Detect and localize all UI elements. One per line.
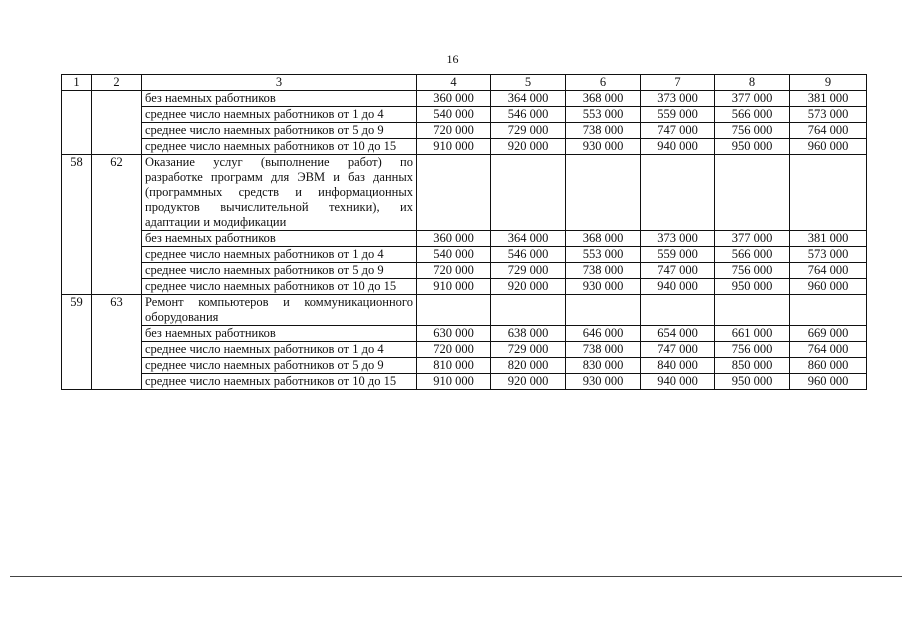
row-number-cell — [62, 263, 92, 279]
amount-cell: 764 000 — [790, 263, 867, 279]
header-cell: 4 — [417, 75, 491, 91]
amount-cell: 546 000 — [491, 107, 566, 123]
header-cell: 3 — [142, 75, 417, 91]
amount-cell: 950 000 — [715, 374, 790, 390]
table-row — [62, 91, 867, 107]
activity-title: Ремонт компьютеров и коммуникационного оборудования — [142, 295, 417, 326]
amount-cell: 756 000 — [715, 123, 790, 139]
amount-cell: 381 000 — [790, 231, 867, 247]
row-number-cell — [62, 247, 92, 263]
code-cell — [92, 342, 142, 358]
amount-cell: 377 000 — [715, 91, 790, 107]
header-cell: 7 — [641, 75, 715, 91]
row-number-cell — [62, 139, 92, 155]
amount-cell: 738 000 — [566, 342, 641, 358]
employee-category-label: среднее число наемных работников от 10 до 15 — [142, 279, 417, 295]
amount-cell: 661 000 — [715, 326, 790, 342]
amount-cell: 360 000 — [417, 231, 491, 247]
empty-cell — [566, 155, 641, 231]
amount-cell: 820 000 — [491, 358, 566, 374]
employee-category-label: среднее число наемных работников от 1 до 4 — [142, 247, 417, 263]
header-cell: 8 — [715, 75, 790, 91]
amount-cell: 920 000 — [491, 279, 566, 295]
amount-cell: 566 000 — [715, 247, 790, 263]
amount-cell: 940 000 — [641, 279, 715, 295]
code-cell — [92, 231, 142, 247]
amount-cell: 377 000 — [715, 231, 790, 247]
employee-category-label: без наемных работников — [142, 326, 417, 342]
empty-cell — [566, 295, 641, 326]
amount-cell: 368 000 — [566, 231, 641, 247]
table-row — [62, 342, 867, 358]
tariff-table — [61, 74, 867, 390]
amount-cell: 360 000 — [417, 91, 491, 107]
amount-cell: 654 000 — [641, 326, 715, 342]
empty-cell — [790, 155, 867, 231]
amount-cell: 364 000 — [491, 231, 566, 247]
table-row — [62, 295, 867, 326]
row-number-cell — [62, 374, 92, 390]
amount-cell: 553 000 — [566, 247, 641, 263]
amount-cell: 910 000 — [417, 279, 491, 295]
amount-cell: 810 000 — [417, 358, 491, 374]
code-cell — [92, 139, 142, 155]
amount-cell: 747 000 — [641, 263, 715, 279]
amount-cell: 559 000 — [641, 107, 715, 123]
employee-category-label: среднее число наемных работников от 1 до 4 — [142, 107, 417, 123]
table-row — [62, 279, 867, 295]
amount-cell: 720 000 — [417, 342, 491, 358]
amount-cell: 850 000 — [715, 358, 790, 374]
empty-cell — [491, 155, 566, 231]
code-cell: 62 — [92, 155, 142, 231]
amount-cell: 830 000 — [566, 358, 641, 374]
amount-cell: 669 000 — [790, 326, 867, 342]
code-cell: 63 — [92, 295, 142, 326]
employee-category-label: среднее число наемных работников от 10 до 15 — [142, 374, 417, 390]
empty-cell — [417, 155, 491, 231]
empty-cell — [641, 295, 715, 326]
amount-cell: 373 000 — [641, 91, 715, 107]
header-cell: 1 — [62, 75, 92, 91]
empty-cell — [641, 155, 715, 231]
amount-cell: 364 000 — [491, 91, 566, 107]
table-row — [62, 263, 867, 279]
amount-cell: 573 000 — [790, 247, 867, 263]
table-body — [62, 91, 867, 390]
employee-category-label: без наемных работников — [142, 91, 417, 107]
amount-cell: 840 000 — [641, 358, 715, 374]
row-number-cell — [62, 107, 92, 123]
row-number-cell — [62, 123, 92, 139]
amount-cell: 920 000 — [491, 139, 566, 155]
amount-cell: 756 000 — [715, 342, 790, 358]
amount-cell: 940 000 — [641, 374, 715, 390]
empty-cell — [715, 155, 790, 231]
page-number: 16 — [446, 52, 459, 66]
header-row — [62, 75, 867, 91]
employee-category-label: среднее число наемных работников от 1 до 4 — [142, 342, 417, 358]
header-cell: 2 — [92, 75, 142, 91]
amount-cell: 764 000 — [790, 342, 867, 358]
employee-category-label: среднее число наемных работников от 5 до 9 — [142, 123, 417, 139]
table-row — [62, 358, 867, 374]
amount-cell: 940 000 — [641, 139, 715, 155]
amount-cell: 638 000 — [491, 326, 566, 342]
amount-cell: 910 000 — [417, 374, 491, 390]
amount-cell: 546 000 — [491, 247, 566, 263]
amount-cell: 573 000 — [790, 107, 867, 123]
table-row — [62, 247, 867, 263]
amount-cell: 930 000 — [566, 374, 641, 390]
table-row — [62, 123, 867, 139]
empty-cell — [790, 295, 867, 326]
amount-cell: 540 000 — [417, 247, 491, 263]
row-number-cell — [62, 326, 92, 342]
row-number-cell — [62, 279, 92, 295]
empty-cell — [491, 295, 566, 326]
row-number-cell: 58 — [62, 155, 92, 231]
amount-cell: 960 000 — [790, 374, 867, 390]
header-cell: 6 — [566, 75, 641, 91]
empty-cell — [715, 295, 790, 326]
amount-cell: 920 000 — [491, 374, 566, 390]
amount-cell: 860 000 — [790, 358, 867, 374]
table-row — [62, 326, 867, 342]
code-cell — [92, 326, 142, 342]
code-cell — [92, 91, 142, 107]
row-number-cell — [62, 231, 92, 247]
amount-cell: 553 000 — [566, 107, 641, 123]
amount-cell: 373 000 — [641, 231, 715, 247]
amount-cell: 747 000 — [641, 342, 715, 358]
footer-divider — [10, 576, 902, 577]
table-row — [62, 155, 867, 231]
amount-cell: 646 000 — [566, 326, 641, 342]
code-cell — [92, 358, 142, 374]
amount-cell: 960 000 — [790, 279, 867, 295]
amount-cell: 747 000 — [641, 123, 715, 139]
employee-category-label: среднее число наемных работников от 5 до 9 — [142, 263, 417, 279]
amount-cell: 559 000 — [641, 247, 715, 263]
employee-category-label: без наемных работников — [142, 231, 417, 247]
amount-cell: 950 000 — [715, 279, 790, 295]
code-cell — [92, 374, 142, 390]
amount-cell: 381 000 — [790, 91, 867, 107]
amount-cell: 960 000 — [790, 139, 867, 155]
code-cell — [92, 107, 142, 123]
amount-cell: 764 000 — [790, 123, 867, 139]
amount-cell: 566 000 — [715, 107, 790, 123]
header-cell: 9 — [790, 75, 867, 91]
code-cell — [92, 123, 142, 139]
table-row — [62, 139, 867, 155]
amount-cell: 738 000 — [566, 263, 641, 279]
amount-cell: 930 000 — [566, 139, 641, 155]
row-number-cell: 59 — [62, 295, 92, 326]
header-cell: 5 — [491, 75, 566, 91]
table-row — [62, 231, 867, 247]
row-number-cell — [62, 91, 92, 107]
amount-cell: 729 000 — [491, 123, 566, 139]
amount-cell: 910 000 — [417, 139, 491, 155]
employee-category-label: среднее число наемных работников от 10 до 15 — [142, 139, 417, 155]
amount-cell: 930 000 — [566, 279, 641, 295]
code-cell — [92, 247, 142, 263]
table-row — [62, 374, 867, 390]
amount-cell: 729 000 — [491, 342, 566, 358]
amount-cell: 368 000 — [566, 91, 641, 107]
code-cell — [92, 279, 142, 295]
amount-cell: 720 000 — [417, 123, 491, 139]
amount-cell: 720 000 — [417, 263, 491, 279]
empty-cell — [417, 295, 491, 326]
amount-cell: 738 000 — [566, 123, 641, 139]
activity-title: Оказание услуг (выполнение работ) по разработке программ для ЭВМ и баз данных (программных средств и информационных продуктов вычислительной техники), их адаптации и модификации — [142, 155, 417, 231]
row-number-cell — [62, 342, 92, 358]
code-cell — [92, 263, 142, 279]
amount-cell: 756 000 — [715, 263, 790, 279]
amount-cell: 630 000 — [417, 326, 491, 342]
amount-cell: 540 000 — [417, 107, 491, 123]
row-number-cell — [62, 358, 92, 374]
employee-category-label: среднее число наемных работников от 5 до 9 — [142, 358, 417, 374]
amount-cell: 950 000 — [715, 139, 790, 155]
table-row — [62, 107, 867, 123]
amount-cell: 729 000 — [491, 263, 566, 279]
